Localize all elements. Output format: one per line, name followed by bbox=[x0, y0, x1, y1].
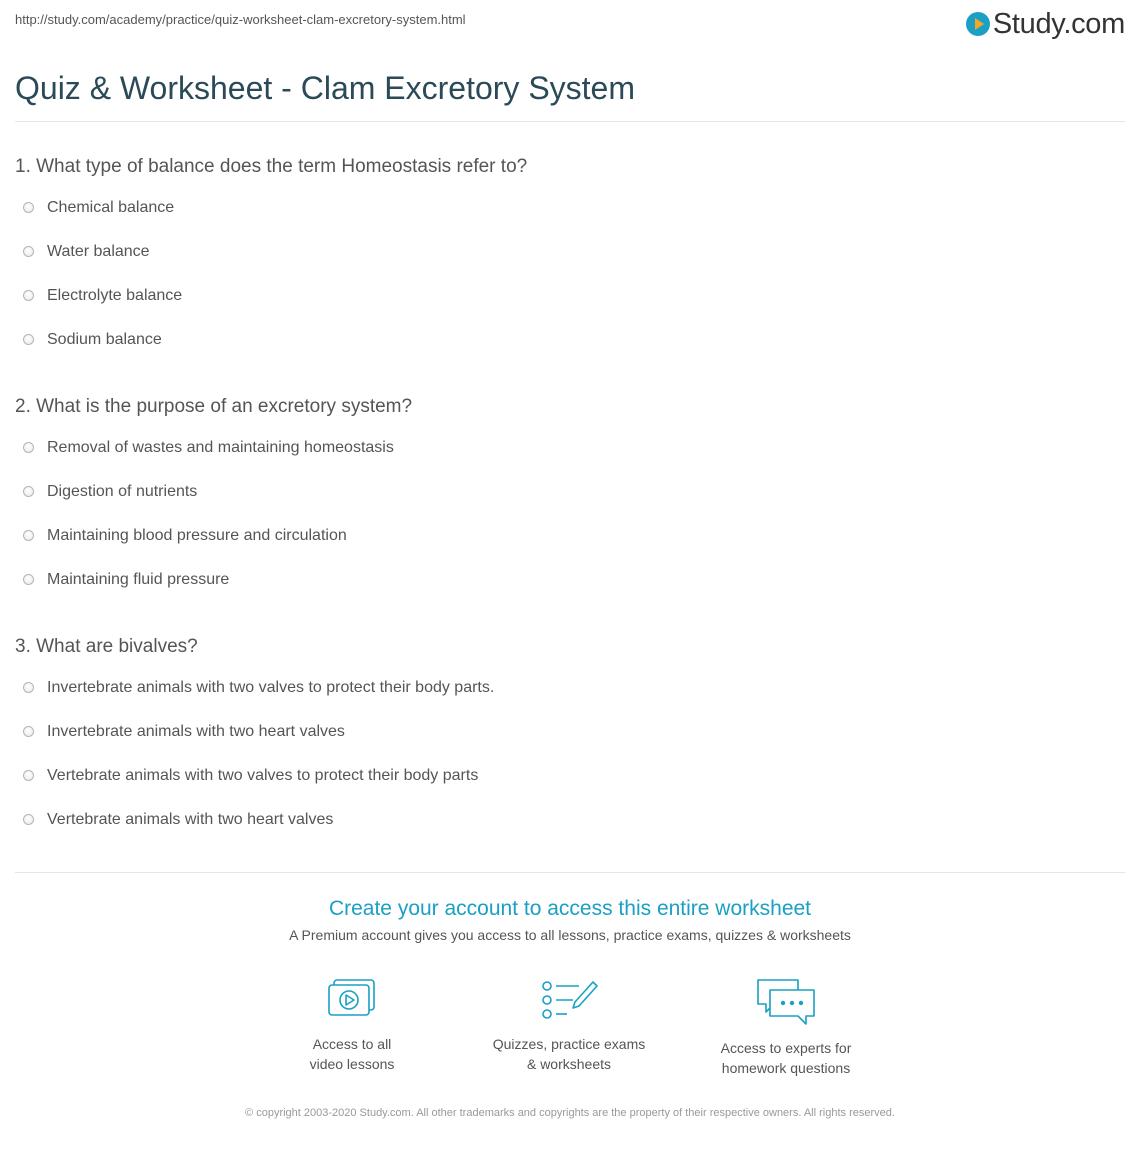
answer-label: Vertebrate animals with two heart valves bbox=[47, 811, 334, 828]
answer-label: Sodium balance bbox=[47, 331, 162, 348]
logo-text: Study.com bbox=[992, 7, 1125, 40]
answer-options bbox=[15, 438, 1125, 614]
question-text: 2. What is the purpose of an excretory system? bbox=[15, 396, 413, 417]
answer-option[interactable] bbox=[15, 570, 1125, 614]
answer-option[interactable] bbox=[15, 722, 1125, 766]
radio-button[interactable] bbox=[23, 530, 34, 541]
question-text: 1. What type of balance does the term Homeostasis refer to? bbox=[15, 156, 528, 177]
premium-features bbox=[0, 976, 1140, 1076]
quiz-list-icon bbox=[539, 976, 599, 1024]
answer-option[interactable] bbox=[15, 810, 1125, 854]
feature-line-2: video lessons bbox=[309, 1056, 395, 1072]
answer-option[interactable] bbox=[15, 482, 1125, 526]
radio-button[interactable] bbox=[23, 682, 34, 693]
radio-button[interactable] bbox=[23, 334, 34, 345]
answer-label: Invertebrate animals with two heart valves bbox=[47, 723, 345, 740]
answer-label: Invertebrate animals with two valves to protect their body parts. bbox=[47, 679, 495, 696]
answer-options bbox=[15, 198, 1125, 374]
answer-label: Digestion of nutrients bbox=[47, 483, 198, 500]
copyright-footer: © copyright 2003-2020 Study.com. All other trademarks and copyrights are the property of their respective owners. All rights reserved. bbox=[245, 1107, 895, 1119]
title-divider bbox=[15, 121, 1125, 122]
answer-option[interactable] bbox=[15, 242, 1125, 286]
radio-button[interactable] bbox=[23, 486, 34, 497]
radio-button[interactable] bbox=[23, 246, 34, 257]
answer-option[interactable] bbox=[15, 766, 1125, 810]
radio-button[interactable] bbox=[23, 726, 34, 737]
radio-button[interactable] bbox=[23, 290, 34, 301]
feature-experts bbox=[696, 976, 876, 1078]
feature-line-1: Access to all bbox=[312, 1036, 392, 1052]
chat-bubbles-icon bbox=[754, 976, 818, 1028]
page-url: http://study.com/academy/practice/quiz-worksheet-clam-excretory-system.html bbox=[15, 12, 466, 27]
answer-option[interactable] bbox=[15, 330, 1125, 374]
study-logo[interactable] bbox=[966, 8, 1125, 40]
answer-label: Removal of wastes and maintaining homeostasis bbox=[47, 439, 394, 456]
answer-label: Vertebrate animals with two valves to protect their body parts bbox=[47, 767, 479, 784]
top-bar bbox=[15, 7, 1125, 42]
answer-label: Maintaining fluid pressure bbox=[47, 571, 230, 588]
answer-option[interactable] bbox=[15, 286, 1125, 330]
feature-line-2: & worksheets bbox=[526, 1056, 612, 1072]
radio-button[interactable] bbox=[23, 814, 34, 825]
radio-button[interactable] bbox=[23, 202, 34, 213]
question-1 bbox=[15, 154, 1125, 374]
play-logo-icon bbox=[966, 12, 990, 36]
answer-label: Electrolyte balance bbox=[47, 287, 183, 304]
feature-line-2: homework questions bbox=[721, 1060, 851, 1076]
feature-video-lessons bbox=[262, 976, 442, 1074]
question-text: 3. What are bivalves? bbox=[15, 636, 198, 657]
question-2 bbox=[15, 394, 1125, 614]
radio-button[interactable] bbox=[23, 770, 34, 781]
video-lesson-icon bbox=[325, 976, 379, 1024]
radio-button[interactable] bbox=[23, 574, 34, 585]
answer-label: Chemical balance bbox=[47, 199, 175, 216]
answer-option[interactable] bbox=[15, 438, 1125, 482]
radio-button[interactable] bbox=[23, 442, 34, 453]
feature-line-1: Quizzes, practice exams bbox=[492, 1036, 646, 1052]
answer-option[interactable] bbox=[15, 678, 1125, 722]
answer-options bbox=[15, 678, 1125, 854]
question-3 bbox=[15, 634, 1125, 854]
answer-option[interactable] bbox=[15, 198, 1125, 242]
answer-label: Maintaining blood pressure and circulation bbox=[47, 527, 347, 544]
cta-heading[interactable]: Create your account to access this entire worksheet bbox=[328, 897, 812, 920]
cta-divider bbox=[15, 872, 1125, 873]
signup-cta bbox=[15, 896, 1125, 944]
answer-option[interactable] bbox=[15, 526, 1125, 570]
feature-quizzes bbox=[479, 976, 659, 1074]
answer-label: Water balance bbox=[47, 243, 150, 260]
feature-line-1: Access to experts for bbox=[720, 1040, 852, 1056]
page-title: Quiz & Worksheet - Clam Excretory System bbox=[15, 70, 635, 106]
cta-subheading: A Premium account gives you access to all lessons, practice exams, quizzes & worksheets bbox=[289, 927, 851, 943]
